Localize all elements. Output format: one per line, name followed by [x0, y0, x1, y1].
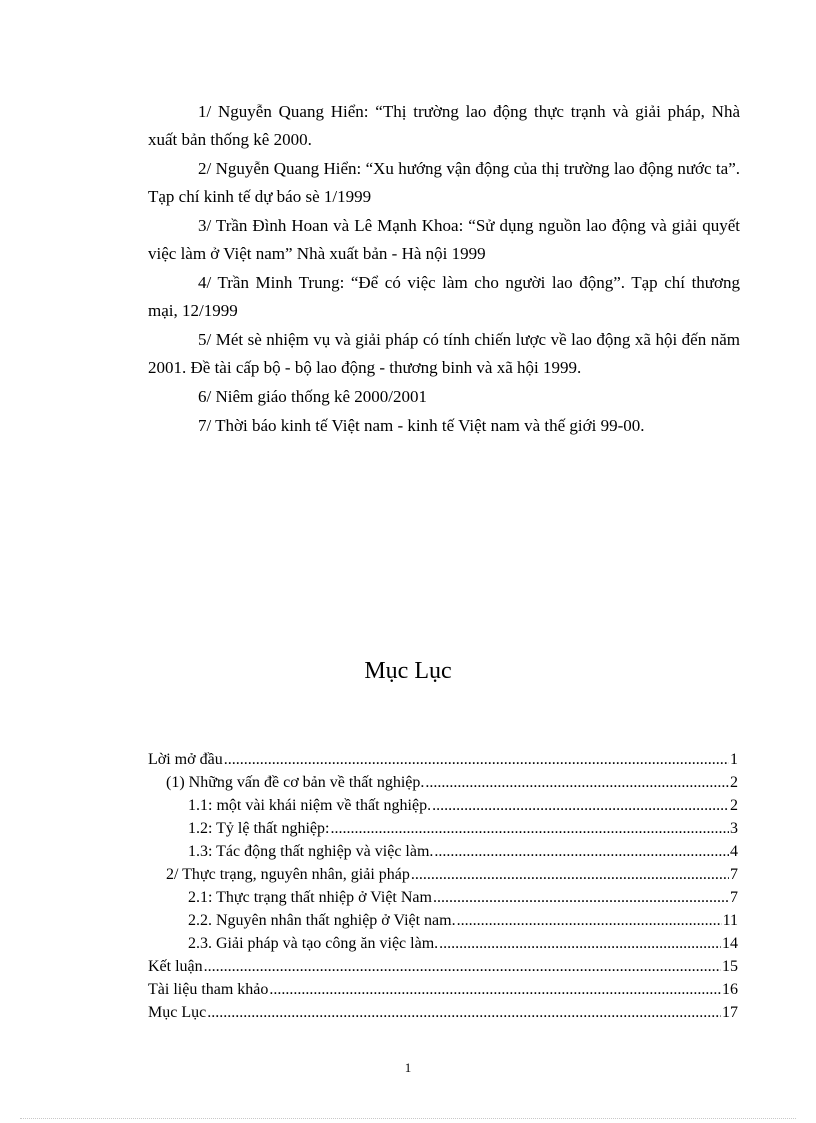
toc-entry[interactable]	[148, 794, 738, 817]
toc-entry-page: 14	[722, 935, 738, 952]
toc-leader-dots	[439, 932, 721, 955]
toc-entry-page: 16	[722, 981, 738, 998]
reference-item: 5/ Mét sè nhiệm vụ và giải pháp có tính chiến lược về lao động xã hội đến năm 2001. Đề tài cấp bộ - bộ lao động - thương binh và xã hội 1999.	[148, 330, 740, 377]
toc-entry-label: Mục Lục	[148, 1004, 207, 1021]
toc-leader-dots	[433, 886, 729, 909]
toc-entry[interactable]	[148, 1001, 738, 1024]
toc-entry[interactable]	[148, 771, 738, 794]
toc-leader-dots	[224, 748, 729, 771]
toc-leader-dots	[432, 794, 729, 817]
reference-item: 3/ Trần Đình Hoan và Lê Mạnh Khoa: “Sử dụng nguồn lao động và giải quyết việc làm ở Việt nam” Nhà xuất bản - Hà nội 1999	[148, 216, 740, 263]
page-number: 1	[404, 1060, 412, 1075]
toc-entry-page: 17	[722, 1004, 738, 1021]
toc-entry-label: Lời mở đầu	[148, 751, 223, 768]
toc-entry-page: 1	[730, 751, 738, 768]
toc-entry-page: 7	[730, 866, 738, 883]
toc-leader-dots	[411, 863, 729, 886]
toc-entry-label: (1) Những vấn đề cơ bản về thất nghiệp.	[166, 774, 425, 791]
toc-leader-dots	[204, 955, 721, 978]
toc-title: Mục Lục	[364, 658, 452, 684]
toc-entry[interactable]	[148, 955, 738, 978]
toc-entry[interactable]	[148, 840, 738, 863]
toc-entry-label: 1.2: Tỷ lệ thất nghiệp:	[188, 820, 330, 837]
toc-entry-label: Kết luận	[148, 958, 203, 975]
toc-leader-dots	[434, 840, 729, 863]
reference-item: 1/ Nguyễn Quang Hiển: “Thị trường lao động thực trạnh và giải pháp, Nhà xuất bản thống kê 2000.	[148, 102, 740, 149]
toc-entry-page: 2	[730, 797, 738, 814]
toc-leader-dots	[425, 771, 729, 794]
toc-entry[interactable]	[148, 978, 738, 1001]
table-of-contents	[148, 748, 738, 1024]
toc-entry-page: 2	[730, 774, 738, 791]
toc-entry-page: 7	[730, 889, 738, 906]
toc-entry-label: Tài liệu tham khảo	[148, 981, 269, 998]
reference-item: 6/ Niêm giáo thống kê 2000/2001	[198, 387, 428, 406]
toc-entry-page: 3	[730, 820, 738, 837]
reference-list	[148, 98, 740, 441]
toc-entry-page: 4	[730, 843, 738, 860]
toc-entry[interactable]	[148, 817, 738, 840]
page-bottom-divider	[20, 1118, 796, 1119]
toc-leader-dots	[330, 817, 729, 840]
toc-leader-dots	[269, 978, 721, 1001]
toc-entry-label: 1.1: một vài khái niệm về thất nghiệp.	[188, 797, 432, 814]
toc-leader-dots	[207, 1001, 721, 1024]
reference-item: 4/ Trần Minh Trung: “Để có việc làm cho người lao động”. Tạp chí thương mại, 12/1999	[148, 273, 740, 320]
toc-entry[interactable]	[148, 748, 738, 771]
toc-entry[interactable]	[148, 886, 738, 909]
toc-entry-label: 2.3. Giải pháp và tạo công ăn việc làm.	[188, 935, 439, 952]
toc-entry-label: 1.3: Tác động thất nghiệp và việc làm.	[188, 843, 434, 860]
toc-entry-label: 2/ Thực trạng, nguyên nhân, giải pháp	[166, 866, 410, 883]
toc-entry-label: 2.2. Nguyên nhân thất nghiệp ở Việt nam.	[188, 912, 456, 929]
toc-entry-page: 15	[722, 958, 738, 975]
toc-entry[interactable]	[148, 932, 738, 955]
toc-entry[interactable]	[148, 863, 738, 886]
toc-entry[interactable]	[148, 909, 738, 932]
toc-entry-page: 11	[722, 912, 738, 929]
reference-item: 7/ Thời báo kinh tế Việt nam - kinh tế Việt nam và thế giới 99-00.	[198, 416, 645, 435]
toc-leader-dots	[457, 909, 722, 932]
reference-item: 2/ Nguyễn Quang Hiển: “Xu hướng vận động của thị trường lao động nước ta”. Tạp chí kinh tế dự báo sè 1/1999	[148, 159, 740, 206]
toc-entry-label: 2.1: Thực trạng thất nhiệp ở Việt Nam	[188, 889, 432, 906]
